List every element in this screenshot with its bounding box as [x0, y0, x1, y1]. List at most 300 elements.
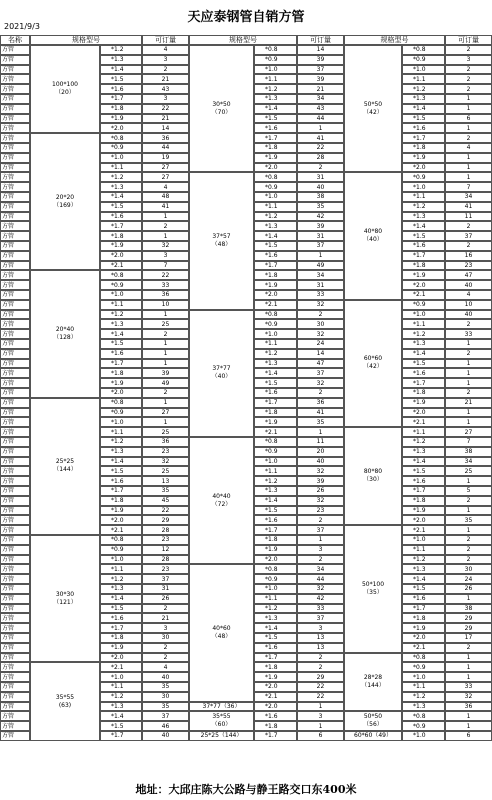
qty-cell: 4: [445, 143, 492, 153]
qty-cell: 34: [445, 457, 492, 467]
spec-cell: *1.0: [402, 310, 445, 320]
spec-cell: *1.2: [100, 574, 142, 584]
qty-cell: 22: [297, 143, 344, 153]
spec-cell: *1.1: [402, 74, 445, 84]
spec-cell: *1.6: [402, 241, 445, 251]
group-label: [344, 172, 402, 299]
spec-cell: *1.4: [254, 368, 297, 378]
spec-cell: *1.9: [100, 114, 142, 124]
group-label-line: 60*60（49）: [354, 731, 392, 739]
spec-cell: *1.8: [402, 496, 445, 506]
spec-cell: *1.1: [100, 564, 142, 574]
spec-cell: *1.6: [254, 123, 297, 133]
spec-cell: *1.8: [254, 662, 297, 672]
spec-cell: *1.7: [402, 378, 445, 388]
row-name: 方管: [0, 574, 30, 584]
qty-cell: 2: [445, 241, 492, 251]
qty-cell: 1: [445, 506, 492, 516]
qty-cell: 28: [142, 555, 189, 565]
row-name: 方管: [0, 594, 30, 604]
qty-cell: 37: [445, 231, 492, 241]
group-label-line: （144）: [361, 681, 385, 689]
qty-cell: 34: [297, 94, 344, 104]
group-label-line: （20）: [55, 89, 75, 97]
qty-cell: 27: [142, 172, 189, 182]
spec-cell: *0.8: [100, 270, 142, 280]
spec-cell: *1.7: [254, 133, 297, 143]
spec-cell: *0.9: [402, 55, 445, 65]
spec-cell: *1.7: [100, 486, 142, 496]
group-label-line: 35*55: [55, 693, 75, 701]
row-name: 方管: [0, 496, 30, 506]
qty-cell: 2: [445, 65, 492, 75]
qty-cell: 24: [297, 339, 344, 349]
spec-cell: *1.0: [254, 584, 297, 594]
spec-cell: *0.9: [254, 182, 297, 192]
qty-cell: 2: [297, 515, 344, 525]
spec-cell: *1.6: [402, 123, 445, 133]
group-label-line: 25*25（144）: [200, 731, 243, 739]
spec-cell: *1.9: [254, 672, 297, 682]
header-qty: 可订量: [142, 35, 189, 45]
qty-cell: 1: [297, 123, 344, 133]
spec-cell: *1.4: [100, 65, 142, 75]
qty-cell: 1: [142, 417, 189, 427]
qty-cell: 2: [142, 604, 189, 614]
qty-cell: 37: [297, 368, 344, 378]
spec-cell: *1.2: [100, 172, 142, 182]
row-name: 方管: [0, 310, 30, 320]
address-footer: 地址：大邱庄陈大公路与静王路交口东400米: [135, 783, 357, 796]
spec-cell: *2.1: [402, 643, 445, 653]
qty-cell: 1: [445, 368, 492, 378]
qty-cell: 10: [142, 300, 189, 310]
qty-cell: 2: [297, 310, 344, 320]
spec-cell: *0.8: [254, 45, 297, 55]
qty-cell: 1: [142, 231, 189, 241]
spec-cell: *1.7: [100, 731, 142, 741]
qty-cell: 7: [142, 261, 189, 271]
spec-cell: *1.4: [100, 329, 142, 339]
spec-cell: *1.7: [402, 251, 445, 261]
qty-cell: 36: [142, 437, 189, 447]
row-name: 方管: [0, 545, 30, 555]
qty-cell: 12: [142, 545, 189, 555]
qty-cell: 30: [142, 633, 189, 643]
spec-cell: *1.7: [254, 261, 297, 271]
spec-cell: *1.2: [402, 84, 445, 94]
qty-cell: 40: [142, 672, 189, 682]
spec-cell: *1.8: [402, 613, 445, 623]
spec-cell: *2.0: [254, 555, 297, 565]
spec-cell: *0.8: [254, 564, 297, 574]
spec-cell: *1.7: [254, 731, 297, 741]
group-label-line: 35*55: [212, 713, 231, 721]
qty-cell: 6: [445, 114, 492, 124]
row-name: 方管: [0, 104, 30, 114]
spec-cell: *1.4: [100, 594, 142, 604]
row-name: 方管: [0, 94, 30, 104]
group-label: [344, 653, 402, 712]
qty-cell: 30: [142, 692, 189, 702]
spec-cell: *1.6: [100, 476, 142, 486]
qty-cell: 1: [445, 721, 492, 731]
spec-cell: *1.6: [100, 613, 142, 623]
spec-cell: *1.8: [100, 368, 142, 378]
group-label-line: （169）: [53, 201, 77, 209]
qty-cell: 11: [297, 437, 344, 447]
row-name: 方管: [0, 192, 30, 202]
row-name: 方管: [0, 133, 30, 143]
row-name: 方管: [0, 261, 30, 271]
spec-cell: *0.9: [100, 545, 142, 555]
spec-cell: *1.6: [100, 84, 142, 94]
spec-cell: *1.3: [254, 613, 297, 623]
spec-cell: *1.9: [100, 378, 142, 388]
spec-cell: *1.9: [100, 506, 142, 516]
qty-cell: 2: [142, 643, 189, 653]
qty-cell: 32: [142, 241, 189, 251]
group-label-line: 50*100: [361, 580, 385, 588]
spec-cell: *2.1: [100, 261, 142, 271]
spec-cell: *1.8: [254, 143, 297, 153]
qty-cell: 22: [297, 682, 344, 692]
qty-cell: 37: [297, 65, 344, 75]
qty-cell: 25: [142, 427, 189, 437]
group-label: [344, 427, 402, 525]
qty-cell: 1: [445, 104, 492, 114]
spec-cell: *1.3: [402, 212, 445, 222]
spec-cell: *0.9: [100, 143, 142, 153]
spec-cell: *0.9: [402, 721, 445, 731]
qty-cell: 32: [297, 466, 344, 476]
group-label: [30, 45, 100, 133]
spec-cell: *1.5: [100, 202, 142, 212]
group-label-line: 40*80: [363, 228, 383, 236]
group-label-line: （121）: [53, 598, 77, 606]
qty-cell: 2: [297, 662, 344, 672]
spec-cell: *1.8: [100, 496, 142, 506]
spec-cell: *1.5: [100, 339, 142, 349]
spec-cell: *1.7: [402, 133, 445, 143]
spec-cell: *0.8: [100, 133, 142, 143]
spec-cell: *1.1: [402, 427, 445, 437]
qty-cell: 2: [297, 388, 344, 398]
qty-cell: 40: [445, 280, 492, 290]
qty-cell: 23: [445, 261, 492, 271]
group-label-line: （144）: [53, 466, 77, 474]
group-label-line: 30*30: [55, 590, 75, 598]
spec-cell: *2.0: [254, 702, 297, 712]
qty-cell: 39: [297, 221, 344, 231]
qty-cell: 2: [142, 653, 189, 663]
spec-cell: *1.1: [100, 300, 142, 310]
spec-cell: *1.5: [402, 359, 445, 369]
qty-cell: 2: [445, 84, 492, 94]
group-label: [189, 711, 254, 731]
group-label-line: 30*50: [212, 100, 231, 108]
group-label-line: （48）: [211, 632, 232, 640]
qty-cell: 21: [445, 398, 492, 408]
spec-cell: *1.7: [254, 398, 297, 408]
qty-cell: 40: [142, 731, 189, 741]
spec-cell: *0.8: [254, 172, 297, 182]
spec-cell: *1.1: [254, 466, 297, 476]
spec-cell: *1.6: [402, 368, 445, 378]
qty-cell: 24: [445, 574, 492, 584]
qty-cell: 37: [297, 241, 344, 251]
qty-cell: 3: [297, 711, 344, 721]
qty-cell: 21: [142, 613, 189, 623]
qty-cell: 6: [297, 731, 344, 741]
spec-cell: *2.0: [254, 290, 297, 300]
spec-cell: *1.5: [100, 74, 142, 84]
row-name: 方管: [0, 329, 30, 339]
spec-cell: *1.5: [402, 584, 445, 594]
qty-cell: 33: [445, 329, 492, 339]
row-name: 方管: [0, 319, 30, 329]
spec-cell: *1.0: [100, 555, 142, 565]
qty-cell: 2: [445, 349, 492, 359]
group-label-line: （56）: [363, 721, 383, 729]
group-label: [189, 310, 254, 437]
row-name: 方管: [0, 221, 30, 231]
spec-cell: *1.5: [254, 633, 297, 643]
group-label-line: 20*40: [55, 326, 75, 334]
group-label: [189, 437, 254, 564]
qty-cell: 28: [297, 153, 344, 163]
spec-cell: *1.8: [254, 721, 297, 731]
qty-cell: 3: [142, 94, 189, 104]
qty-cell: 14: [297, 349, 344, 359]
qty-cell: 23: [142, 535, 189, 545]
qty-cell: 34: [445, 192, 492, 202]
spec-cell: *1.3: [254, 359, 297, 369]
spec-cell: *1.2: [100, 692, 142, 702]
spec-cell: *1.5: [402, 114, 445, 124]
qty-cell: 31: [297, 231, 344, 241]
qty-cell: 38: [445, 604, 492, 614]
group-label-line: 37*57: [212, 232, 231, 240]
qty-cell: 2: [297, 653, 344, 663]
qty-cell: 36: [142, 133, 189, 143]
group-label-line: 40*60: [212, 624, 231, 632]
spec-cell: *2.0: [402, 163, 445, 173]
qty-cell: 14: [297, 45, 344, 55]
qty-cell: 41: [445, 202, 492, 212]
spec-cell: *0.9: [402, 172, 445, 182]
spec-cell: *1.9: [254, 417, 297, 427]
row-name: 方管: [0, 231, 30, 241]
qty-cell: 2: [445, 545, 492, 555]
spec-cell: *1.5: [254, 506, 297, 516]
spec-cell: *1.1: [402, 192, 445, 202]
spec-cell: *1.8: [254, 535, 297, 545]
spec-cell: *1.4: [402, 574, 445, 584]
qty-cell: 38: [445, 447, 492, 457]
qty-cell: 34: [297, 270, 344, 280]
spec-cell: *1.2: [254, 212, 297, 222]
row-name: 方管: [0, 114, 30, 124]
qty-cell: 1: [297, 702, 344, 712]
row-name: 方管: [0, 525, 30, 535]
qty-cell: 42: [297, 212, 344, 222]
group-label: [30, 535, 100, 662]
spec-cell: *1.5: [254, 241, 297, 251]
row-name: 方管: [0, 515, 30, 525]
spec-cell: *1.1: [402, 545, 445, 555]
qty-cell: 37: [142, 574, 189, 584]
row-name: 方管: [0, 506, 30, 516]
row-name: 方管: [0, 212, 30, 222]
spec-cell: *1.3: [254, 94, 297, 104]
spec-cell: *0.8: [100, 398, 142, 408]
qty-cell: 3: [142, 251, 189, 261]
row-name: 方管: [0, 633, 30, 643]
row-name: 方管: [0, 555, 30, 565]
spec-cell: *1.8: [254, 408, 297, 418]
row-name: 方管: [0, 623, 30, 633]
qty-cell: 1: [445, 172, 492, 182]
spec-cell: *1.2: [100, 310, 142, 320]
qty-cell: 7: [445, 182, 492, 192]
group-label-line: （40）: [363, 236, 383, 244]
qty-cell: 3: [445, 55, 492, 65]
qty-cell: 22: [142, 270, 189, 280]
spec-cell: *1.0: [402, 182, 445, 192]
spec-cell: *0.8: [402, 653, 445, 663]
row-name: 方管: [0, 711, 30, 721]
spec-cell: *2.0: [254, 163, 297, 173]
spec-cell: *1.6: [100, 349, 142, 359]
spec-cell: *1.7: [254, 525, 297, 535]
spec-cell: *1.0: [402, 535, 445, 545]
qty-cell: 32: [297, 584, 344, 594]
date-label: 2021/9/3: [4, 22, 40, 31]
spec-cell: *1.0: [100, 417, 142, 427]
spec-cell: *1.9: [402, 153, 445, 163]
spec-cell: *1.6: [402, 476, 445, 486]
row-name: 方管: [0, 692, 30, 702]
spec-cell: *1.4: [402, 221, 445, 231]
spec-cell: *1.2: [402, 555, 445, 565]
qty-cell: 29: [142, 515, 189, 525]
qty-cell: 23: [142, 447, 189, 457]
qty-cell: 43: [142, 84, 189, 94]
qty-cell: 27: [142, 163, 189, 173]
qty-cell: 26: [297, 486, 344, 496]
row-name: 方管: [0, 721, 30, 731]
spec-cell: *2.0: [402, 408, 445, 418]
row-name: 方管: [0, 290, 30, 300]
row-name: 方管: [0, 731, 30, 741]
group-label-line: (63): [58, 701, 72, 709]
qty-cell: 37: [297, 613, 344, 623]
spec-cell: *1.9: [402, 270, 445, 280]
spec-cell: *2.1: [100, 525, 142, 535]
qty-cell: 26: [142, 594, 189, 604]
spec-cell: *0.9: [402, 300, 445, 310]
qty-cell: 2: [142, 388, 189, 398]
spec-cell: *1.3: [100, 447, 142, 457]
group-label-line: 40*40: [212, 492, 231, 500]
spec-cell: *1.9: [254, 280, 297, 290]
row-name: 方管: [0, 74, 30, 84]
qty-cell: 1: [142, 349, 189, 359]
spec-cell: *1.7: [100, 94, 142, 104]
spec-cell: *1.8: [100, 633, 142, 643]
group-label-line: （42）: [363, 363, 383, 371]
group-label: [344, 731, 402, 741]
qty-cell: 37: [297, 525, 344, 535]
spec-cell: *2.1: [254, 427, 297, 437]
qty-cell: 6: [445, 731, 492, 741]
row-name: 方管: [0, 398, 30, 408]
qty-cell: 1: [142, 339, 189, 349]
spec-cell: *1.7: [402, 604, 445, 614]
spec-cell: *1.2: [100, 45, 142, 55]
header-model: 规格型号: [189, 35, 297, 45]
qty-cell: 44: [142, 143, 189, 153]
qty-cell: 2: [445, 133, 492, 143]
row-name: 方管: [0, 535, 30, 545]
spec-cell: *1.1: [254, 202, 297, 212]
qty-cell: 3: [142, 55, 189, 65]
row-name: 方管: [0, 339, 30, 349]
group-label: [189, 731, 254, 741]
qty-cell: 1: [297, 721, 344, 731]
spec-cell: *1.2: [402, 329, 445, 339]
qty-cell: 41: [142, 202, 189, 212]
row-name: 方管: [0, 280, 30, 290]
row-name: 方管: [0, 368, 30, 378]
row-name: 方管: [0, 163, 30, 173]
qty-cell: 49: [297, 261, 344, 271]
qty-cell: 27: [142, 408, 189, 418]
spec-cell: *1.3: [100, 55, 142, 65]
spec-cell: *1.7: [254, 653, 297, 663]
group-label: [30, 270, 100, 397]
qty-cell: 25: [142, 319, 189, 329]
qty-cell: 41: [297, 133, 344, 143]
qty-cell: 1: [142, 212, 189, 222]
qty-cell: 44: [297, 574, 344, 584]
spec-cell: *1.0: [402, 731, 445, 741]
group-label: [344, 300, 402, 427]
spec-cell: *2.0: [100, 653, 142, 663]
qty-cell: 1: [297, 427, 344, 437]
qty-cell: 40: [297, 457, 344, 467]
spec-cell: *0.9: [254, 574, 297, 584]
qty-cell: 47: [445, 270, 492, 280]
spec-cell: *1.4: [254, 231, 297, 241]
group-label-line: （42）: [363, 108, 383, 116]
row-name: 方管: [0, 702, 30, 712]
row-name: 方管: [0, 241, 30, 251]
spec-cell: *1.8: [254, 270, 297, 280]
qty-cell: 10: [445, 300, 492, 310]
qty-cell: 2: [445, 388, 492, 398]
row-name: 方管: [0, 417, 30, 427]
group-label-line: （48）: [211, 240, 232, 248]
spec-cell: *0.9: [254, 447, 297, 457]
spec-cell: *0.9: [254, 319, 297, 329]
qty-cell: 13: [142, 476, 189, 486]
group-label-line: （72）: [211, 500, 232, 508]
row-name: 方管: [0, 437, 30, 447]
group-label: [189, 564, 254, 701]
qty-cell: 30: [445, 564, 492, 574]
